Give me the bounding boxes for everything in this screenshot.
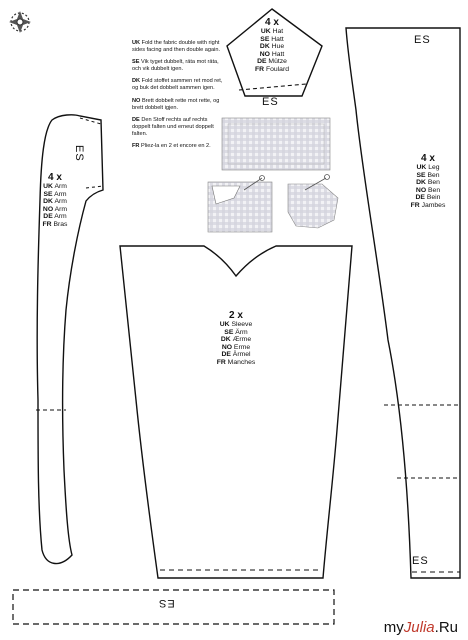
instruction-text: Fold stoffet sammen ret mod ret, og buk det dobbelt sammen igen. <box>132 78 223 92</box>
leg-label <box>404 153 452 210</box>
language-code: DK <box>220 336 231 344</box>
language-code: FR <box>410 201 420 209</box>
piece-name: Ben <box>428 186 441 194</box>
sleeve-name-list <box>206 321 266 367</box>
piece-name: Arm <box>54 213 67 221</box>
language-code: DK <box>416 179 426 187</box>
instruction-paragraph <box>132 40 227 54</box>
sleeve-piece-outline <box>120 246 352 578</box>
piece-name: Erme <box>233 343 251 351</box>
instruction-paragraph <box>132 78 227 92</box>
language-code: NO <box>42 205 54 213</box>
piece-name: Bras <box>53 220 68 228</box>
language-code: UK <box>260 28 271 35</box>
piece-name: Hue <box>271 43 285 51</box>
instruction-text: Vik tyget dubbelt, räta mot räta, och vik dubbelt igen. <box>132 59 219 73</box>
arm-seam-bottom <box>86 186 103 188</box>
piece-name: Arm <box>54 183 67 190</box>
piece-name: Hat <box>272 28 284 35</box>
arm-name-row <box>35 213 75 221</box>
arm-label <box>35 172 75 229</box>
sleeve-name-row <box>206 359 266 367</box>
arm-name-row <box>35 183 75 191</box>
language-code: UK <box>219 321 230 328</box>
instruction-paragraph <box>132 59 227 73</box>
sleeve-name-row <box>206 351 266 359</box>
instruction-paragraph <box>132 98 227 112</box>
language-code: SE <box>43 190 53 198</box>
hat-seam-line <box>239 84 306 90</box>
arm-name-row <box>35 191 75 199</box>
hat-count: 4 x <box>265 17 279 28</box>
piece-name: Arm <box>54 198 67 206</box>
watermark-part-1: my <box>383 619 404 636</box>
language-code: DE <box>132 116 140 123</box>
language-code: SE <box>260 35 270 43</box>
language-code: SE <box>224 328 234 336</box>
language-code: DE <box>43 213 53 221</box>
language-code: UK <box>416 164 427 171</box>
language-code: NO <box>259 50 270 58</box>
language-code: SE <box>132 59 140 66</box>
piece-name: Hatt <box>271 35 284 43</box>
leg-count: 4 x <box>421 153 435 164</box>
leg-es-mark-bottom: ES <box>412 555 429 567</box>
piece-name: Mütze <box>268 58 287 66</box>
instruction-text: Den Stoff rechts auf rechts doppelt falten und erneut doppelt falten. <box>132 116 214 137</box>
language-code: DE <box>221 351 231 359</box>
sleeve-label <box>206 310 266 367</box>
hat-name-row <box>245 66 299 74</box>
instruction-text: Brett dobbelt rette mot rette, og brett dobbelt igjen. <box>132 97 220 111</box>
instruction-text: Fold the fabric double with right sides facing and then double again. <box>132 40 221 54</box>
leg-es-mark-top: ES <box>414 34 431 46</box>
instructions-block <box>132 40 227 155</box>
language-code: FR <box>132 143 140 150</box>
arm-name-row <box>35 221 75 229</box>
language-code: DK <box>43 198 53 206</box>
watermark-part-2: Julia <box>403 619 435 636</box>
piece-name: Arm <box>54 190 67 198</box>
language-code: DE <box>257 58 267 66</box>
arm-name-row <box>35 206 75 214</box>
arm-count: 4 x <box>48 172 62 183</box>
hat-es-mark: ES <box>262 96 279 108</box>
hat-name-row <box>245 28 299 36</box>
hat-name-row <box>245 43 299 51</box>
instruction-text: Pliez-la en 2 et encore en 2. <box>141 143 211 150</box>
piece-name: Ben <box>427 171 440 179</box>
piece-name: Sleeve <box>231 321 253 328</box>
hat-name-list <box>245 28 299 74</box>
piece-name: Foulard <box>265 65 289 73</box>
hat-name-row <box>245 51 299 59</box>
arm-es-mark: ES <box>73 145 85 162</box>
hat-label <box>245 17 299 74</box>
language-code: FR <box>216 358 226 366</box>
instruction-paragraph <box>132 143 227 150</box>
arm-name-list <box>35 183 75 229</box>
leg-piece-outline <box>346 28 460 578</box>
language-code: FR <box>42 220 52 228</box>
language-code: DK <box>132 78 141 85</box>
arm-name-row <box>35 198 75 206</box>
sleeve-name-row <box>206 336 266 344</box>
piece-name: Manches <box>227 358 256 366</box>
language-code: UK <box>43 183 53 190</box>
leg-name-row <box>404 164 452 172</box>
language-code: DK <box>259 43 270 51</box>
instruction-paragraph <box>132 117 227 138</box>
hat-name-row <box>245 58 299 66</box>
language-code: NO <box>415 186 427 194</box>
piece-name: Ærme <box>232 336 252 344</box>
piece-name: Leg <box>428 164 440 171</box>
leg-name-row <box>404 187 452 195</box>
piece-name: Ärm <box>235 328 248 336</box>
piece-name: Bein <box>426 194 441 202</box>
sleeve-count: 2 x <box>229 310 243 321</box>
watermark <box>384 619 458 636</box>
leg-name-row <box>404 172 452 180</box>
piece-name: Hatt <box>271 50 285 58</box>
language-code: SE <box>416 171 426 179</box>
language-code: UK <box>132 40 141 46</box>
piece-name: Ärmel <box>232 351 251 359</box>
sleeve-name-row <box>206 321 266 329</box>
watermark-part-3: .Ru <box>434 619 458 636</box>
bottom-band-es-mark: ES <box>158 597 175 609</box>
language-code: NO <box>132 97 141 104</box>
leg-name-list <box>404 164 452 210</box>
language-code: FR <box>255 65 265 73</box>
language-code: NO <box>221 343 233 351</box>
leg-name-row <box>404 179 452 187</box>
piece-name: Arm <box>54 205 68 213</box>
fabric-fold-illustration <box>208 118 338 232</box>
sleeve-name-row <box>206 329 266 337</box>
piece-name: Jambes <box>421 201 446 209</box>
piece-name: Ben <box>427 179 440 187</box>
rosette-icon <box>9 11 31 33</box>
hat-name-row <box>245 36 299 44</box>
language-code: DE <box>415 194 425 202</box>
leg-name-row <box>404 194 452 202</box>
leg-name-row <box>404 202 452 210</box>
